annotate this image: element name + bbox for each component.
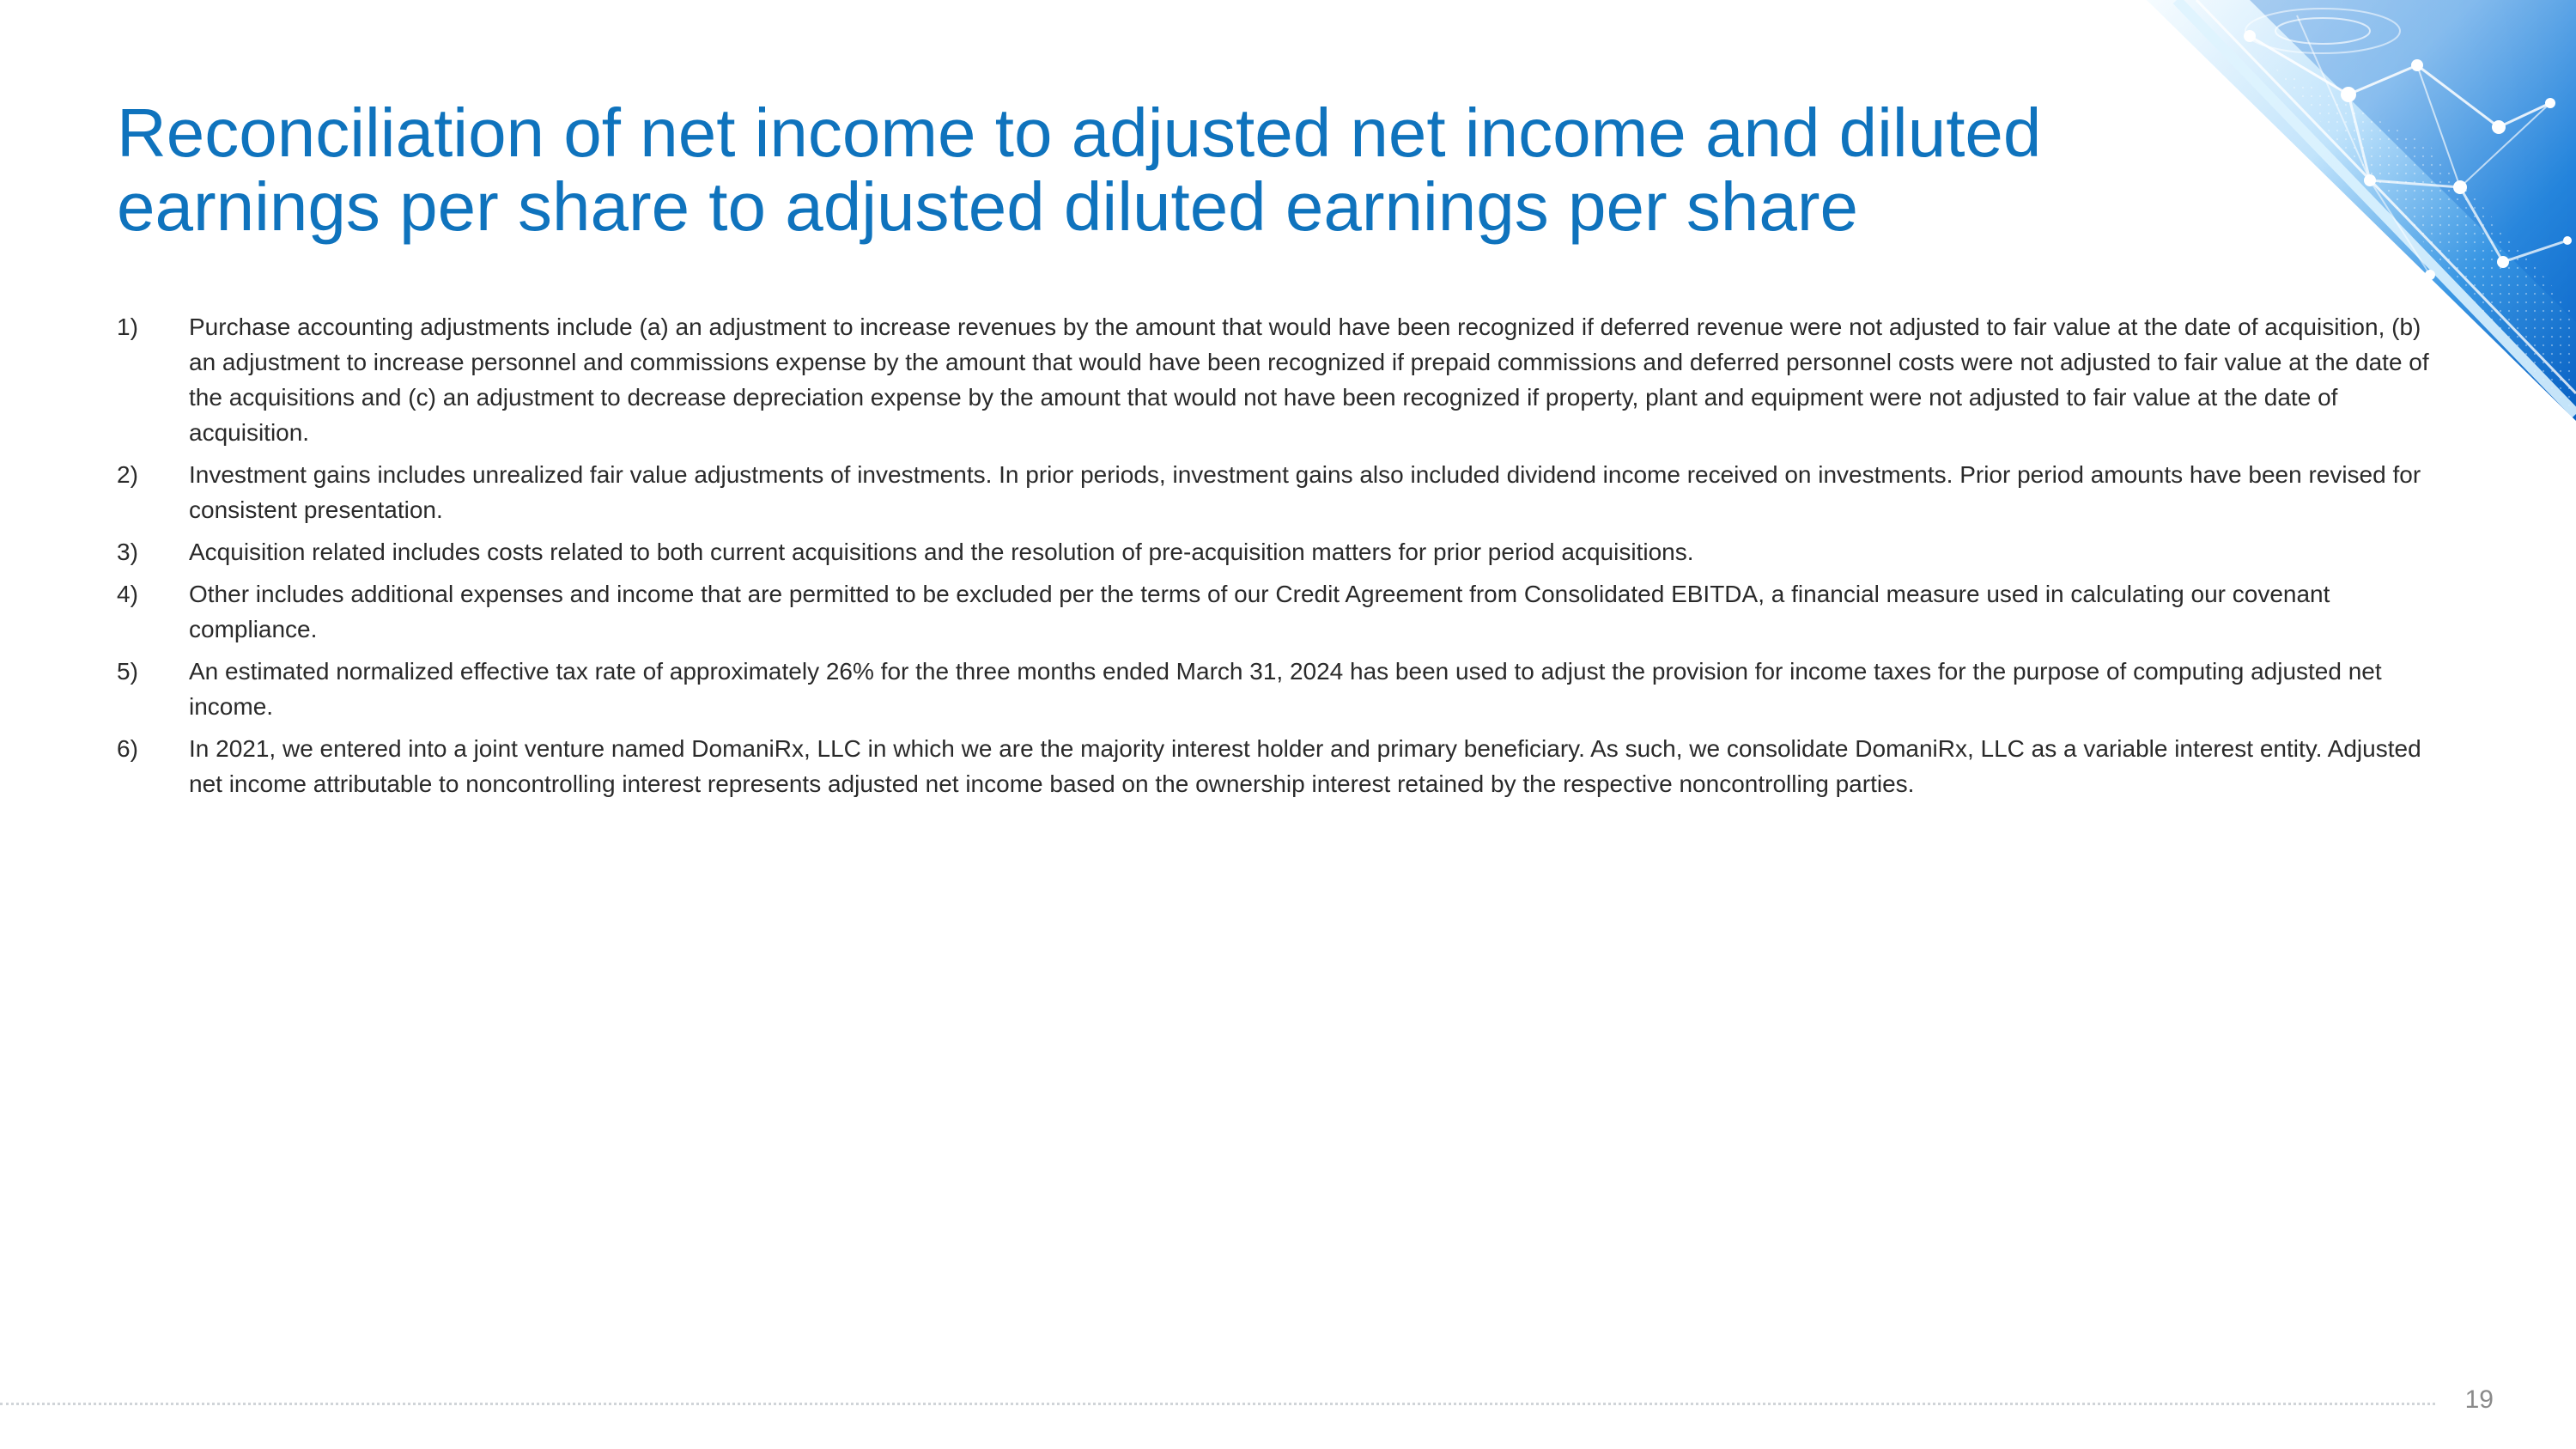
footnote-number: 6) — [117, 735, 138, 762]
footnote-number: 4) — [117, 581, 138, 607]
footnote-item — [117, 731, 2435, 801]
footnotes-list — [117, 309, 2435, 808]
footnote-number: 3) — [117, 539, 138, 565]
footnote-number: 5) — [117, 658, 138, 685]
footnote-item — [117, 576, 2435, 647]
footnote-number: 2) — [117, 461, 138, 488]
footnote-item — [117, 457, 2435, 527]
footnote-text: An estimated normalized effective tax rate of approximately 26% for the three months ended March 31, 2024 has been used to adjust the provision for income taxes for the purpose of computing adjusted net income. — [189, 658, 2382, 720]
footnote-text: Investment gains includes unrealized fair value adjustments of investments. In prior periods, investment gains also included dividend income received on investments. Prior period amounts have been revised for consistent presentation. — [189, 461, 2421, 523]
footnote-item — [117, 534, 2435, 569]
page-number: 19 — [2464, 1385, 2494, 1414]
title-line: earnings per share to adjusted diluted earnings per share — [117, 168, 1858, 245]
footnote-text: In 2021, we entered into a joint venture named DomaniRx, LLC in which we are the majority interest holder and primary beneficiary. As such, we consolidate DomaniRx, LLC as a variable interest entity. Adjusted net income attributable to noncontrolling interest represents adjusted net income based on the ownership interest retained by the respective noncontrolling parties. — [189, 735, 2421, 797]
title-line: Reconciliation of net income to adjusted net income and diluted — [117, 94, 2042, 171]
footnote-text: Acquisition related includes costs related to both current acquisitions and the resolution of pre-acquisition matters for prior period acquisitions. — [189, 539, 1694, 565]
footnote-text: Other includes additional expenses and income that are permitted to be excluded per the terms of our Credit Agreement from Consolidated EBITDA, a financial measure used in calculating our covenant compliance. — [189, 581, 2330, 642]
footnote-text: Purchase accounting adjustments include (a) an adjustment to increase revenues by the amount that would have been recognized if deferred revenue were not adjusted to fair value at the date of acquisition, (b) an adjustment to increase personnel and commissions expense by the amount that would have been recognized if prepaid commissions and deferred personnel costs were not adjusted to fair value at the date of the acquisitions and (c) an adjustment to decrease depreciation expense by the amount that would not have been recognized if property, plant and equipment were not adjusted to fair value at the date of acquisition. — [189, 314, 2429, 446]
footnote-item — [117, 654, 2435, 724]
footer-divider — [0, 1403, 2435, 1405]
page-title — [117, 96, 2160, 244]
footnote-number: 1) — [117, 314, 138, 340]
footnote-item — [117, 309, 2435, 450]
